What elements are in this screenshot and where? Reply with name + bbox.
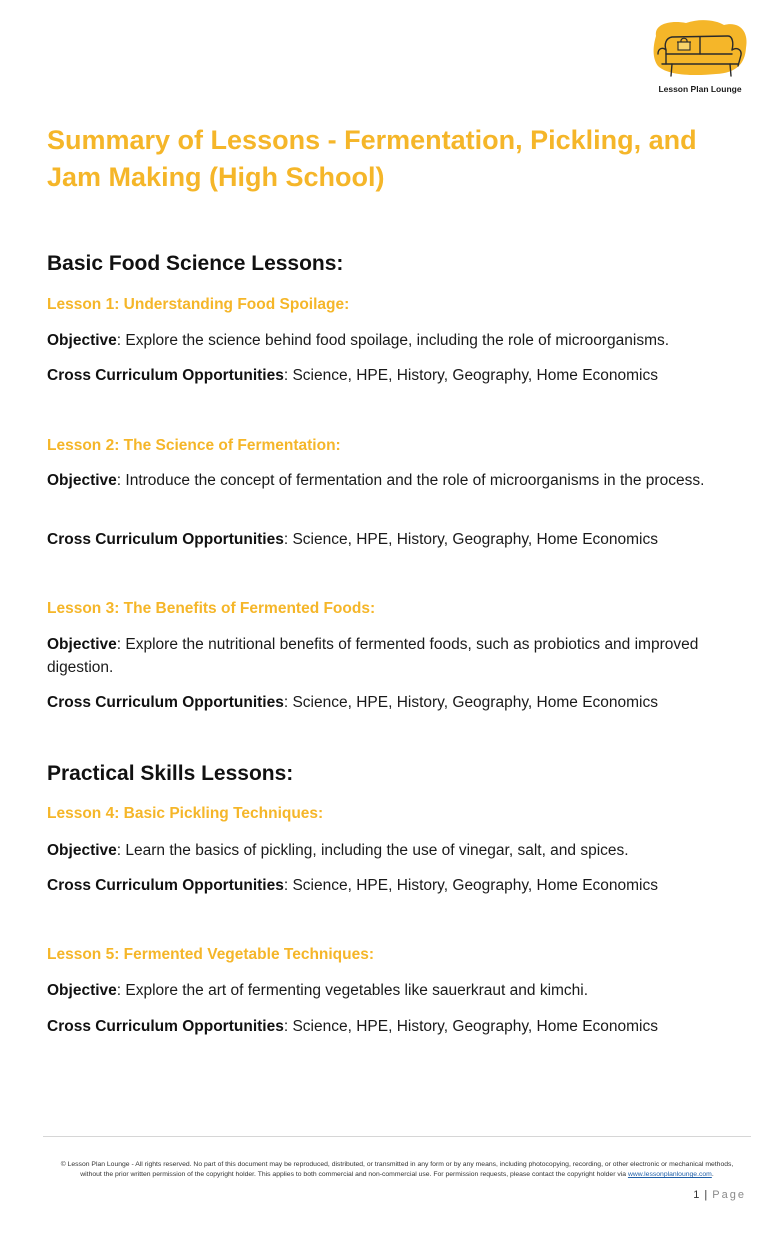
lesson-objective xyxy=(47,979,747,1002)
lesson-title: Lesson 5: Fermented Vegetable Techniques: xyxy=(47,946,375,963)
objective-text: : Learn the basics of pickling, including the use of vinegar, salt, and spices. xyxy=(116,842,629,859)
page-number xyxy=(600,1189,746,1201)
objective-label: Objective xyxy=(47,842,117,859)
page-label: Page xyxy=(712,1189,746,1201)
lesson-title: Lesson 1: Understanding Food Spoilage: xyxy=(47,296,350,313)
website-link[interactable]: www.lessonplanlounge.com xyxy=(627,1171,712,1178)
copyright-suffix: . xyxy=(711,1171,714,1178)
cross-curriculum-text: : Science, HPE, History, Geography, Home Economics xyxy=(283,367,658,384)
cross-curriculum-label: Cross Curriculum Opportunities xyxy=(47,877,284,894)
footer-copyright xyxy=(52,1160,742,1180)
lesson-cross-curriculum xyxy=(47,364,747,387)
lesson-cross-curriculum xyxy=(47,691,747,714)
objective-text: : Introduce the concept of fermentation and the role of microorganisms in the process. xyxy=(116,472,705,489)
section-heading-basic-food-science: Basic Food Science Lessons: xyxy=(47,252,344,275)
lesson-title: Lesson 4: Basic Pickling Techniques: xyxy=(47,805,324,822)
lesson-cross-curriculum xyxy=(47,1015,747,1038)
cross-curriculum-label: Cross Curriculum Opportunities xyxy=(47,1018,284,1035)
objective-label: Objective xyxy=(47,472,117,489)
cross-curriculum-text: : Science, HPE, History, Geography, Home Economics xyxy=(283,694,658,711)
lesson-title: Lesson 2: The Science of Fermentation: xyxy=(47,437,341,454)
objective-text: : Explore the nutritional benefits of fermented foods, such as probiotics and improved digestion. xyxy=(47,636,699,676)
logo xyxy=(650,18,750,98)
lesson-objective xyxy=(47,469,747,492)
sofa-logo-icon xyxy=(650,18,750,82)
cross-curriculum-label: Cross Curriculum Opportunities xyxy=(47,694,284,711)
objective-label: Objective xyxy=(47,332,117,349)
lesson-objective xyxy=(47,839,747,862)
objective-label: Objective xyxy=(47,982,117,999)
lesson-cross-curriculum xyxy=(47,874,747,897)
cross-curriculum-label: Cross Curriculum Opportunities xyxy=(47,531,284,548)
section-heading-practical-skills: Practical Skills Lessons: xyxy=(47,762,294,785)
objective-label: Objective xyxy=(47,636,117,653)
cross-curriculum-text: : Science, HPE, History, Geography, Home Economics xyxy=(283,1018,658,1035)
lesson-title: Lesson 3: The Benefits of Fermented Foods: xyxy=(47,600,376,617)
page-number-value: 1 xyxy=(693,1189,701,1201)
cross-curriculum-text: : Science, HPE, History, Geography, Home Economics xyxy=(283,531,658,548)
page-title: Summary of Lessons - Fermentation, Pickling, and Jam Making (High School) xyxy=(47,125,697,192)
logo-text: Lesson Plan Lounge xyxy=(658,84,742,94)
lesson-objective xyxy=(47,633,747,679)
footer-divider xyxy=(43,1136,751,1137)
objective-text: : Explore the art of fermenting vegetables like sauerkraut and kimchi. xyxy=(116,982,589,999)
copyright-text: © Lesson Plan Lounge - All rights reserved. No part of this document may be reproduced, distributed, or transmitted in any form or by any means, including photocopying, recording, or other electronic or mechanical methods, without the prior written permission of the copyright holder. This applies to both commercial and non-commercial use. For permission requests, please contact the copyright holder via xyxy=(60,1161,734,1178)
lesson-cross-curriculum xyxy=(47,528,747,551)
cross-curriculum-label: Cross Curriculum Opportunities xyxy=(47,367,284,384)
cross-curriculum-text: : Science, HPE, History, Geography, Home Economics xyxy=(283,877,658,894)
objective-text: : Explore the science behind food spoilage, including the role of microorganisms. xyxy=(116,332,670,349)
lesson-objective xyxy=(47,329,747,352)
page-separator: | xyxy=(700,1189,713,1201)
